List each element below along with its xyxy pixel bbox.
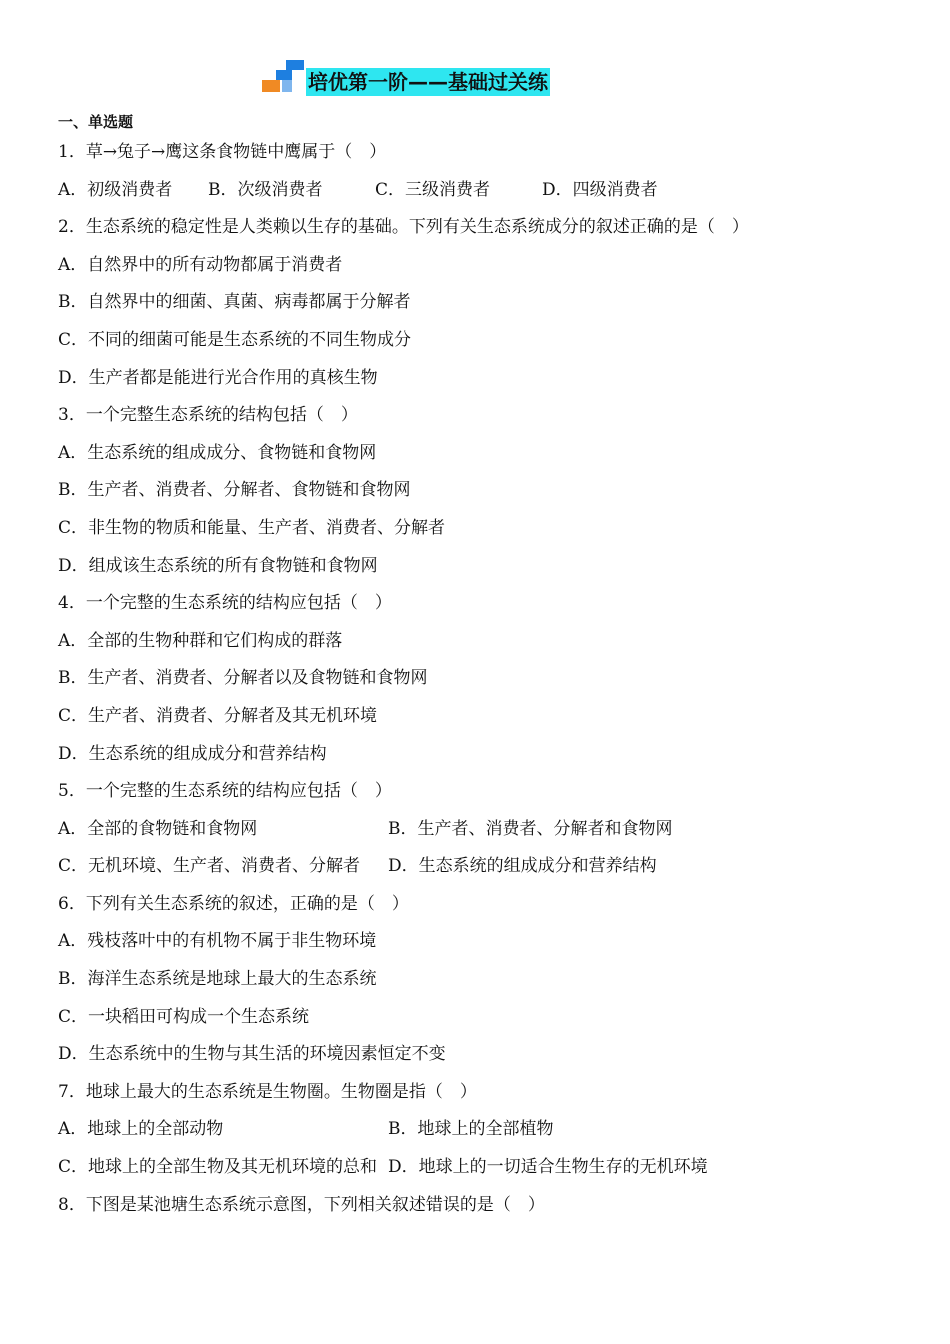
- option-a: A．地球上的全部动物: [58, 1119, 224, 1140]
- question-7-stem: 7．地球上最大的生态系统是生物圈。生物圈是指（ ）: [58, 1081, 477, 1102]
- question-2-option-b: B．自然界中的细菌、真菌、病毒都属于分解者: [58, 292, 411, 313]
- option-b: B．地球上的全部植物: [388, 1119, 554, 1140]
- question-6-option-b: B．海洋生态系统是地球上最大的生态系统: [58, 969, 377, 990]
- question-6-option-c: C．一块稻田可构成一个生态系统: [58, 1006, 310, 1027]
- question-2-option-a: A．自然界中的所有动物都属于消费者: [58, 254, 343, 275]
- question-5-options-cd: [58, 848, 898, 886]
- question-5-stem: 5．一个完整的生态系统的结构应包括（ ）: [58, 781, 392, 802]
- option-b: B．生产者、消费者、分解者和食物网: [388, 818, 673, 839]
- section-heading: 一、单选题: [58, 113, 134, 131]
- option-c: C．三级消费者: [375, 179, 491, 200]
- question-6-option-a: A．残枝落叶中的有机物不属于非生物环境: [58, 931, 377, 952]
- page-title: 培优第一阶——基础过关练: [308, 70, 548, 94]
- option-c: C．地球上的全部生物及其无机环境的总和: [58, 1157, 378, 1178]
- option-a: A．全部的食物链和食物网: [58, 818, 258, 839]
- option-b: B．次级消费者: [208, 179, 323, 200]
- question-1-options: [58, 172, 898, 210]
- question-4-option-d: D．生态系统的组成成分和营养结构: [58, 743, 327, 764]
- question-4-option-a: A．全部的生物种群和它们构成的群落: [58, 630, 343, 651]
- question-3-option-a: A．生态系统的组成成分、食物链和食物网: [58, 442, 377, 463]
- question-3-option-d: D．组成该生态系统的所有食物链和食物网: [58, 555, 378, 576]
- question-list: [58, 110, 898, 1224]
- option-d: D．生态系统的组成成分和营养结构: [388, 856, 657, 877]
- question-7-options-cd: [58, 1149, 898, 1187]
- question-8-stem: 8．下图是某池塘生态系统示意图，下列相关叙述错误的是（ ）: [58, 1194, 545, 1215]
- question-6-option-d: D．生态系统中的生物与其生活的环境因素恒定不变: [58, 1044, 446, 1065]
- question-1-stem: 1．草→兔子→鹰这条食物链中鹰属于（ ）: [58, 142, 387, 162]
- question-4-option-b: B．生产者、消费者、分解者以及食物链和食物网: [58, 668, 428, 689]
- question-3-option-b: B．生产者、消费者、分解者、食物链和食物网: [58, 480, 411, 501]
- question-3-stem: 3．一个完整生态系统的结构包括（ ）: [58, 405, 358, 426]
- question-4-stem: 4．一个完整的生态系统的结构应包括（ ）: [58, 593, 392, 614]
- question-5-options-ab: [58, 811, 898, 849]
- option-a: A．初级消费者: [58, 179, 173, 200]
- question-2-option-c: C．不同的细菌可能是生态系统的不同生物成分: [58, 329, 412, 350]
- question-3-option-c: C．非生物的物质和能量、生产者、消费者、分解者: [58, 517, 446, 538]
- option-c: C．无机环境、生产者、消费者、分解者: [58, 856, 361, 877]
- question-7-options-ab: [58, 1111, 898, 1149]
- option-d: D．地球上的一切适合生物生存的无机环境: [388, 1157, 708, 1178]
- question-2-option-d: D．生产者都是能进行光合作用的真核生物: [58, 367, 378, 388]
- question-4-option-c: C．生产者、消费者、分解者及其无机环境: [58, 705, 378, 726]
- question-6-stem: 6．下列有关生态系统的叙述，正确的是（ ）: [58, 893, 409, 914]
- option-d: D．四级消费者: [542, 179, 658, 200]
- blocks-logo-icon: [262, 60, 306, 96]
- question-2-stem: 2．生态系统的稳定性是人类赖以生存的基础。下列有关生态系统成分的叙述正确的是（ ）: [58, 217, 749, 238]
